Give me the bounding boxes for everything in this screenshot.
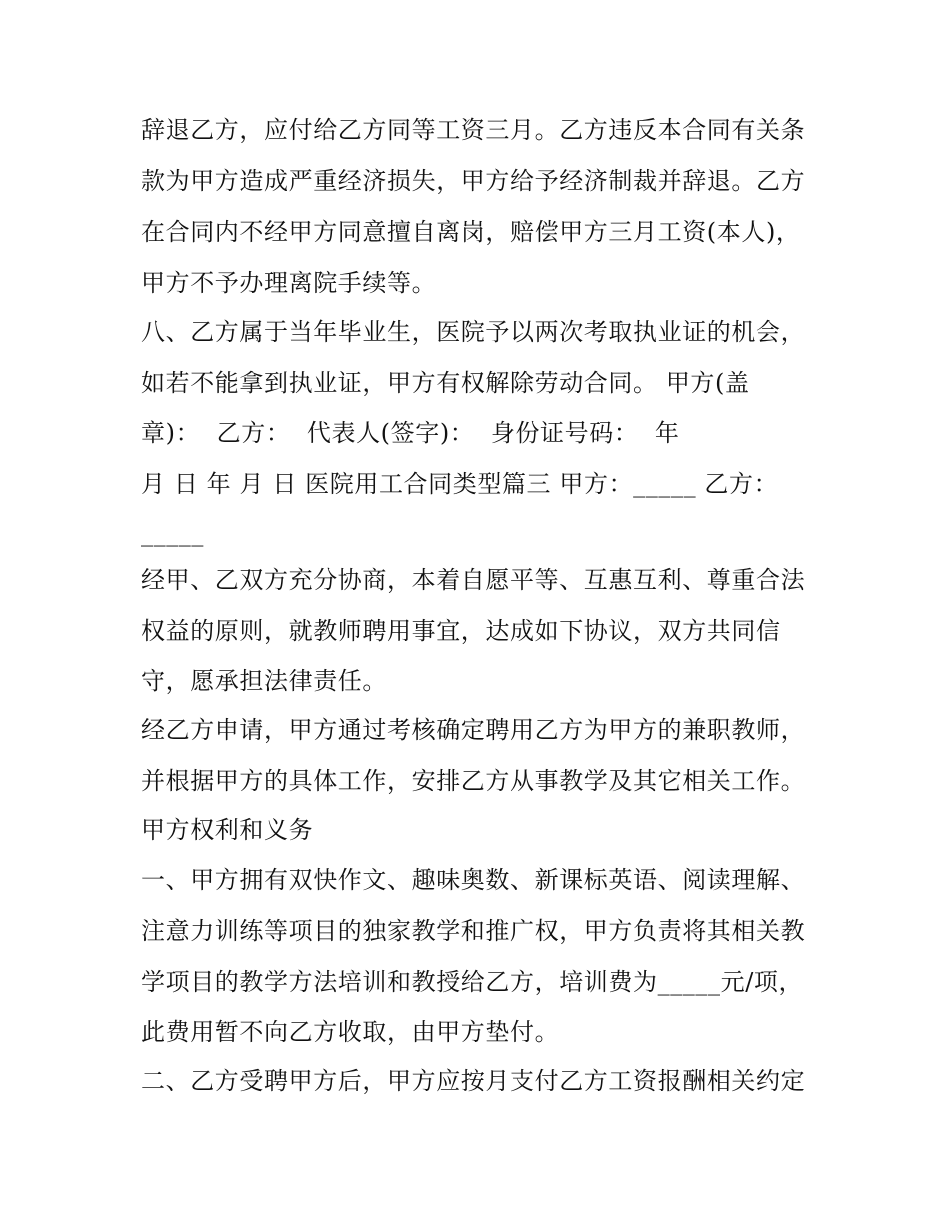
text-line: 此费用暂不向乙方收取，由甲方垫付。: [141, 1018, 560, 1046]
text-line: 八、乙方属于当年毕业生，医院予以两次考取执业证的机会，: [141, 318, 806, 346]
text-line: 辞退乙方，应付给乙方同等工资三月。乙方违反本合同有关条: [141, 116, 806, 144]
text-line: 二、乙方受聘甲方后，甲方应按月支付乙方工资报酬相关约定: [141, 1067, 806, 1095]
text-line: 经乙方申请，甲方通过考核确定聘用乙方为甲方的兼职教师，: [141, 716, 806, 744]
text-line: 守，愿承担法律责任。: [141, 667, 387, 695]
text-line: 经甲、乙双方充分协商，本着自愿平等、互惠互利、尊重合法: [141, 566, 806, 594]
text-line: 款为甲方造成严重经济损失，甲方给予经济制裁并辞退。乙方: [141, 167, 806, 195]
section-heading: 甲方权利和义务: [141, 816, 314, 844]
text-line: 甲方不予办理离院手续等。: [141, 269, 437, 297]
text-line: 一、甲方拥有双快作文、趣味奥数、新课标英语、阅读理解、: [141, 866, 806, 894]
text-line: 在合同内不经甲方同意擅自离岗，赔偿甲方三月工资(本人)，: [141, 218, 801, 246]
text-line: _____: [141, 519, 204, 547]
text-line: 权益的原则，就教师聘用事宜，达成如下协议，双方共同信: [141, 617, 781, 645]
text-line: 月 日 年 月 日 医院用工合同类型篇三 甲方：_____ 乙方：: [141, 470, 779, 498]
text-line: 章)： 乙方： 代表人(签字)： 身份证号码： 年: [141, 419, 680, 447]
text-line: 注意力训练等项目的独家教学和推广权，甲方负责将其相关教: [141, 917, 806, 945]
text-line: 如若不能拿到执业证，甲方有权解除劳动合同。 甲方(盖: [141, 369, 750, 397]
text-line: 学项目的教学方法培训和教授给乙方，培训费为_____元/项，: [141, 968, 804, 996]
text-line: 并根据甲方的具体工作，安排乙方从事教学及其它相关工作。: [141, 767, 806, 795]
